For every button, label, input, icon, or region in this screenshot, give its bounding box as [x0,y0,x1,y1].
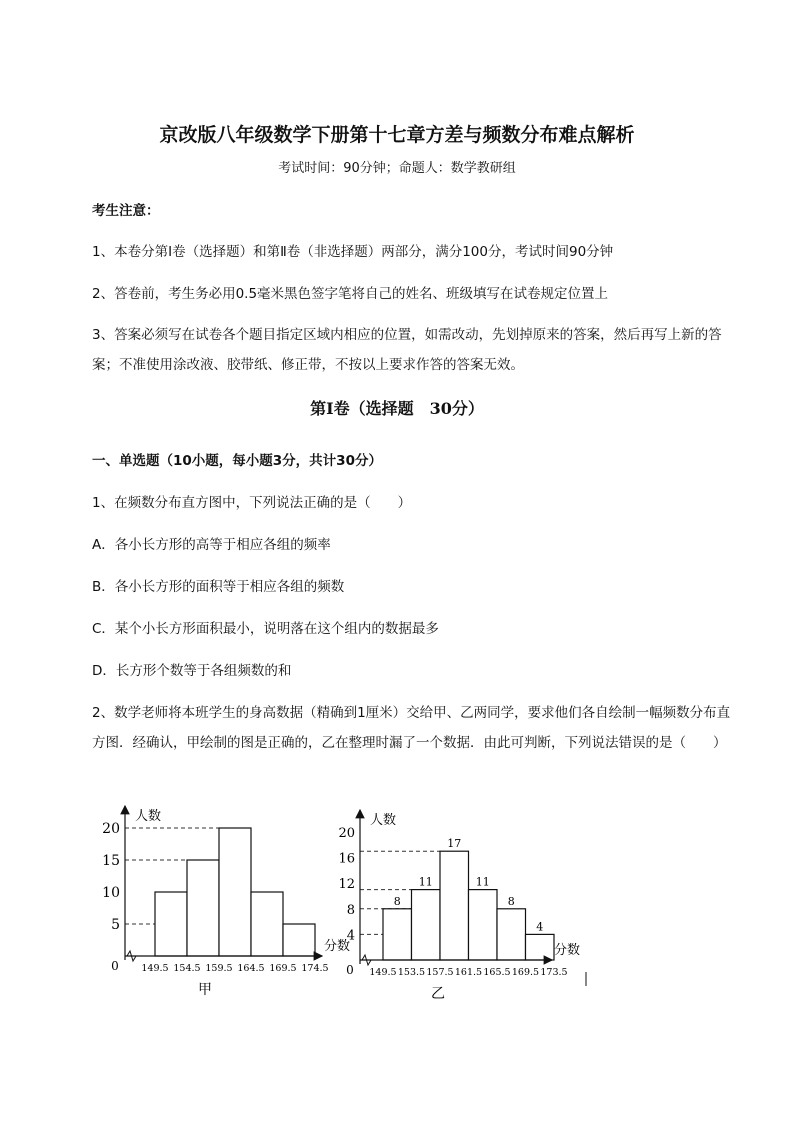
yi-data-label: 8 [507,894,515,908]
chart-jia [102,806,350,998]
yi-x-tick-label: 165.5 [483,967,511,978]
yi-bar [526,934,555,960]
notice-item-3: 3、答案必须写在试卷各个题目指定区域内相应的位置，如需改动，先划掉原来的答案，然后再写上新的答案；不准使用涂改液、胶带纸、修正带，不按以上要求作答的答案无效。 [92,327,722,373]
yi-origin-label: 0 [346,963,354,977]
document-subtitle: 考试时间：90分钟；命题人：数学教研组 [278,161,516,176]
yi-data-label: 8 [393,894,401,908]
jia-origin-label: 0 [111,959,119,973]
part-heading: 一、单选题（10小题，每小题3分，共计30分） [92,453,382,469]
question-1-option-d: D．长方形个数等于各组频数的和 [92,663,292,679]
yi-x-tick-label: 169.5 [511,967,540,978]
yi-bar [469,890,498,960]
question-2-stem: 2、数学老师将本班学生的身高数据（精确到1厘米）交给甲、乙两同学，要求他们各自绘制一幅频数分布直方图．经确认，甲绘制的图是正确的，乙在整理时漏了一个数据．由此可判断，下列说法错误的是（ ） [92,705,731,751]
jia-x-tick-label: 159.5 [205,963,233,974]
question-1-option-a: A．各小长方形的高等于相应各组的频率 [92,537,331,553]
jia-y-tick-label: 20 [102,821,120,837]
yi-y-tick-label: 20 [338,826,355,841]
document-title: 京改版八年级数学下册第十七章方差与频数分布难点解析 [159,124,635,146]
yi-y-axis-label: 人数 [370,813,397,828]
jia-x-tick-label: 154.5 [173,963,201,974]
yi-bar [440,851,469,960]
jia-bar [219,828,251,956]
jia-chart-title: 甲 [198,982,212,998]
yi-data-label: 11 [418,875,433,889]
yi-x-tick-label: 161.5 [454,967,483,978]
jia-x-tick-label: 174.5 [301,963,329,974]
yi-chart-title: 乙 [431,986,445,1002]
notice-item-1: 1、本卷分第I卷（选择题）和第Ⅱ卷（非选择题）两部分，满分100分，考试时间90分钟 [92,244,614,260]
jia-y-tick-label: 5 [111,917,120,933]
jia-x-tick-label: 164.5 [237,963,265,974]
question-1-stem: 1、在频数分布直方图中，下列说法正确的是（ ） [92,495,412,511]
yi-data-label: 11 [475,875,490,889]
jia-x-tick-label: 149.5 [141,963,169,974]
jia-bar [251,892,283,956]
notice-heading: 考生注意： [92,203,160,219]
yi-x-tick-label: 173.5 [540,967,568,978]
jia-y-tick-label: 10 [102,885,120,901]
yi-x-tick-label: 153.5 [397,967,426,978]
jia-x-tick-label: 169.5 [269,963,297,974]
chart-yi [338,810,580,1002]
jia-y-tick-label: 15 [102,853,120,869]
section-title: 第I卷（选择题 30分） [310,399,484,418]
jia-x-axis-label: 分数 [324,939,351,954]
yi-bar [497,909,526,960]
yi-bar [412,890,441,960]
yi-x-tick-label: 157.5 [426,967,454,978]
yi-y-tick-label: 16 [338,851,355,867]
yi-x-axis-label: 分数 [554,943,581,958]
question-1-option-b: B．各小长方形的面积等于相应各组的频数 [92,579,345,595]
jia-bar [187,860,219,956]
yi-data-label: 4 [536,920,544,934]
yi-y-tick-label: 12 [338,877,355,893]
yi-y-tick-label: 4 [346,928,355,944]
question-1-option-c: C．某个小长方形面积最小，说明落在这个组内的数据最多 [92,621,439,637]
yi-y-tick-label: 8 [346,902,355,918]
notice-item-2: 2、答卷前，考生务必用0.5毫米黑色签字笔将自己的姓名、班级填写在试卷规定位置上 [92,286,609,302]
jia-bar [283,924,315,956]
jia-bar [155,892,187,956]
yi-x-tick-label: 149.5 [369,967,397,978]
jia-y-axis-label: 人数 [135,809,162,824]
yi-data-label: 17 [447,837,462,851]
histogram-figure [0,790,794,1010]
yi-bar [383,909,412,960]
